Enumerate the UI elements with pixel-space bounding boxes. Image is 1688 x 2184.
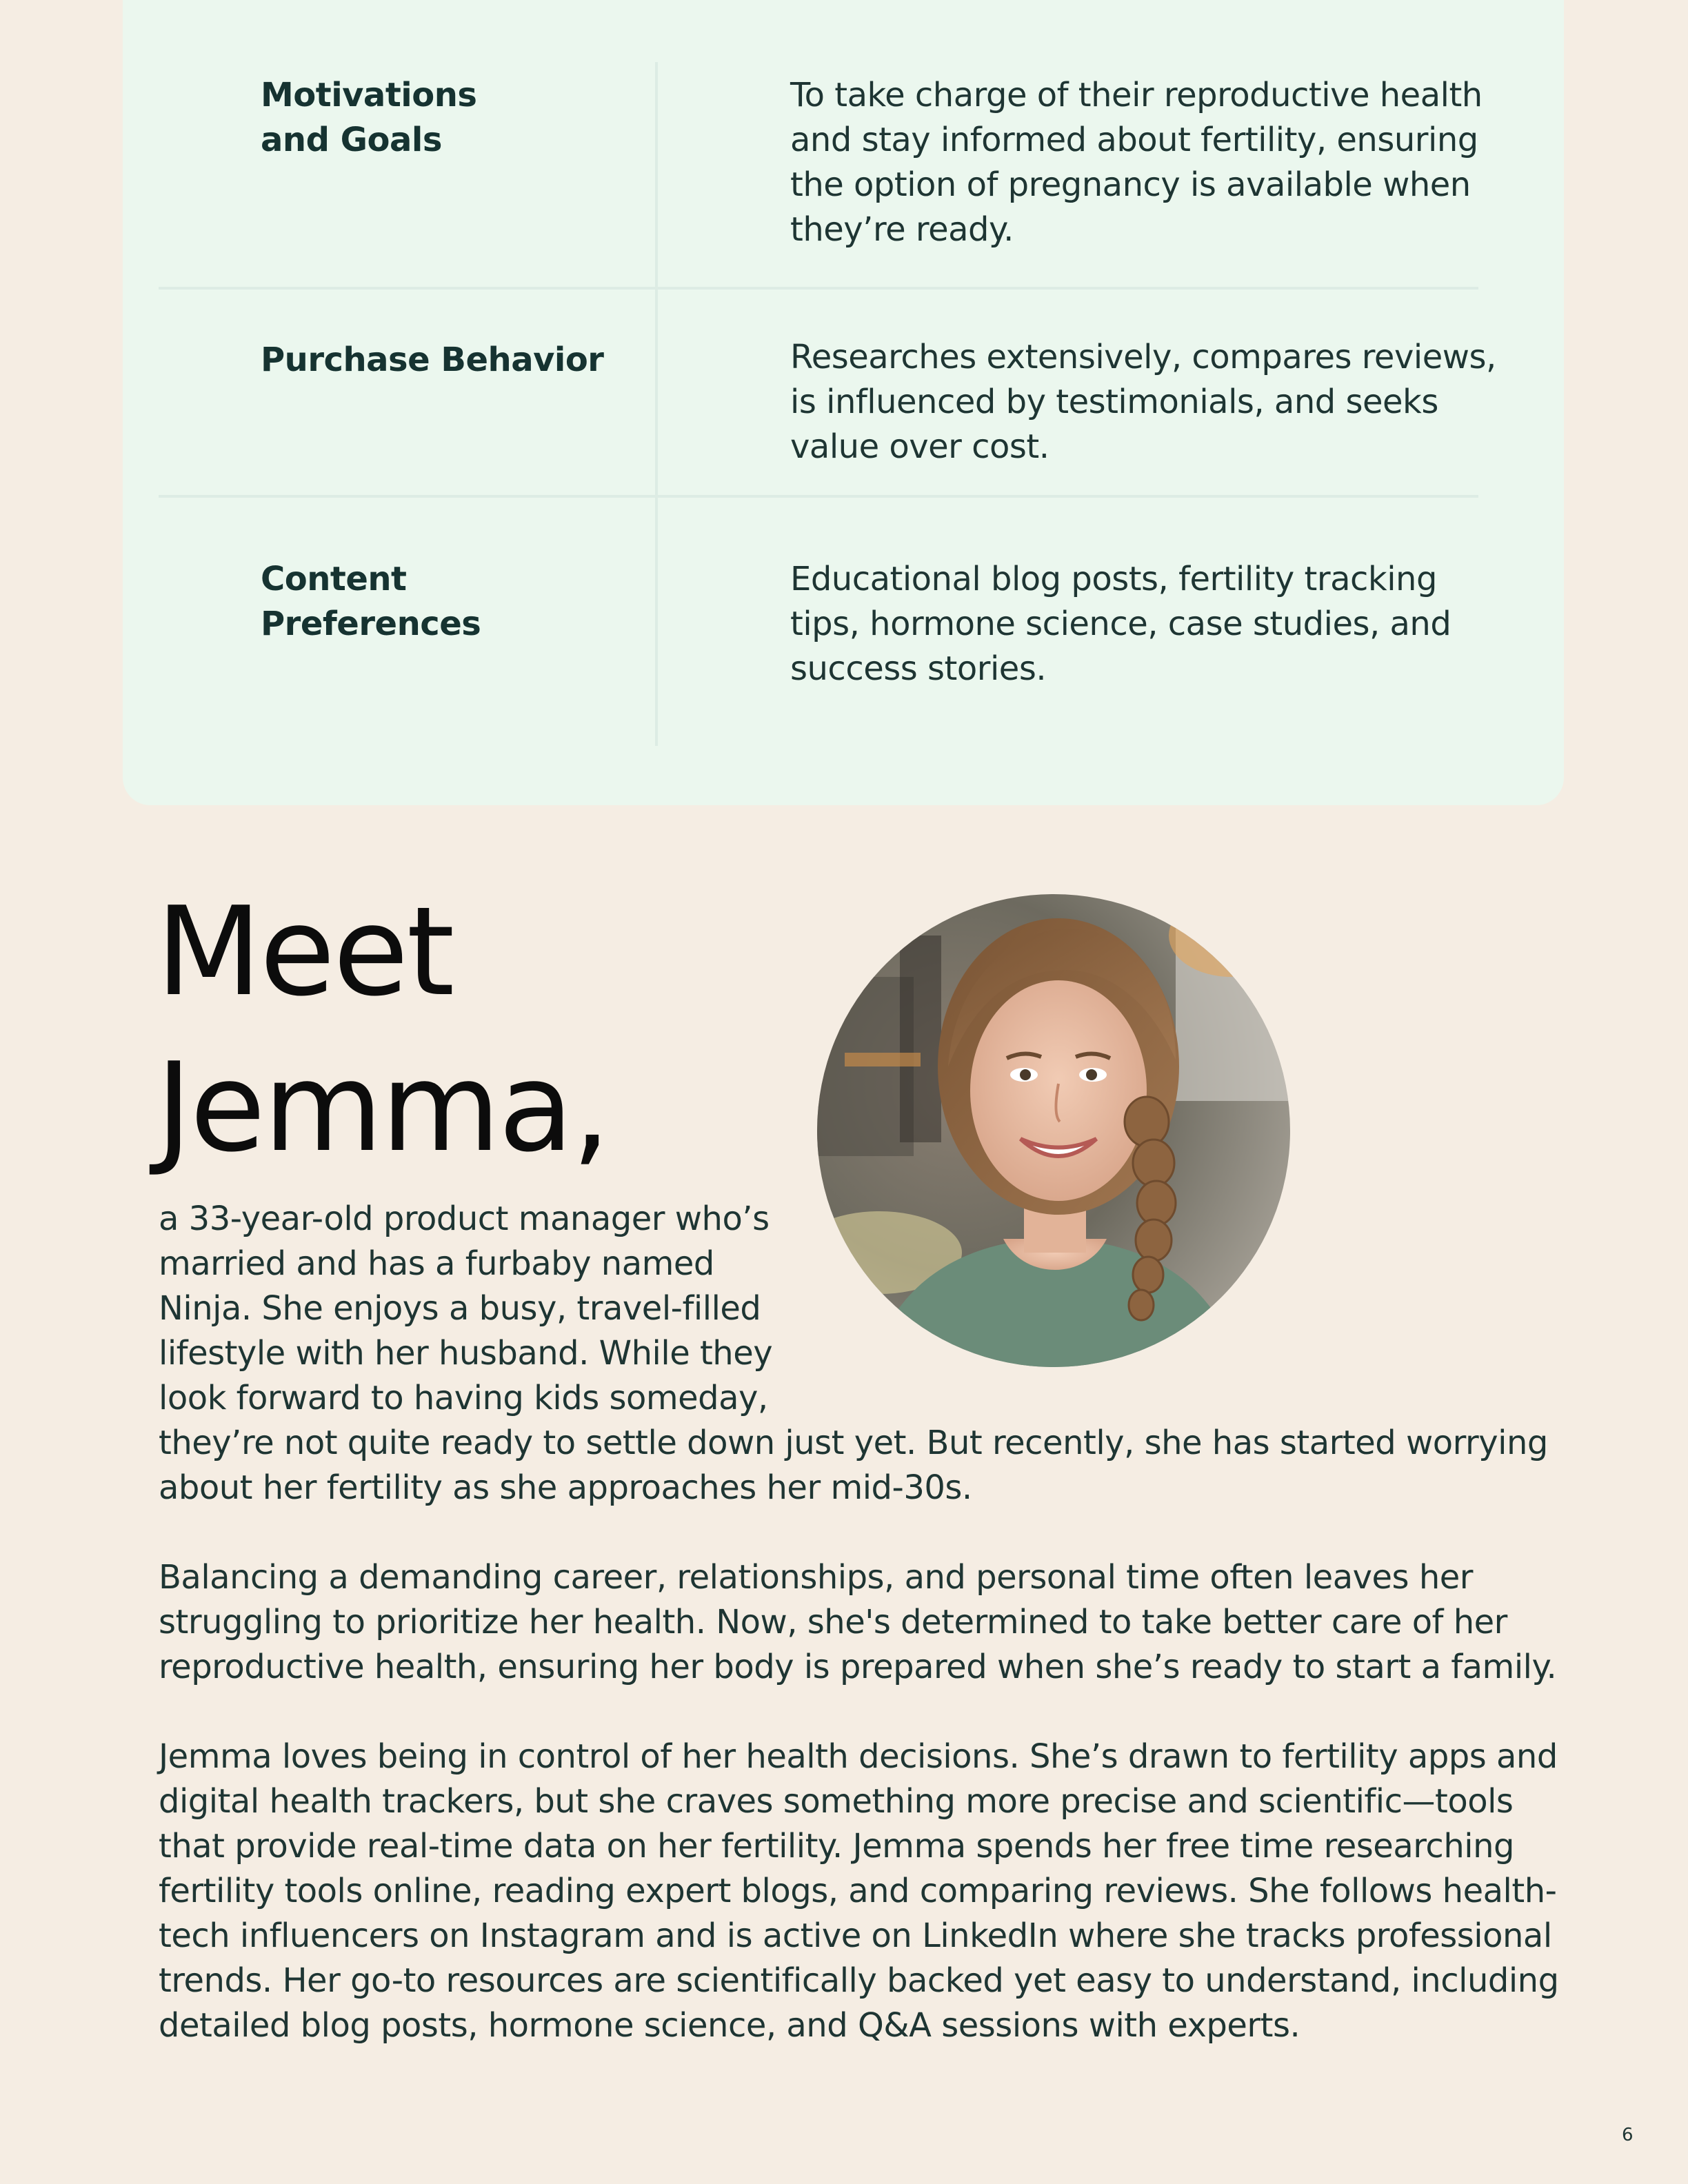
paragraph-line: reproductive health, ensuring her body is prepared when she’s ready to start a family. xyxy=(159,1648,1557,1686)
intro-line: a 33-year-old product manager who’s xyxy=(159,1200,770,1238)
row-value-line: success stories. xyxy=(790,649,1047,688)
paragraph-line: Balancing a demanding career, relationships, and personal time often leaves her xyxy=(159,1558,1473,1597)
row-value-line: the option of pregnancy is available when xyxy=(790,165,1471,204)
persona-heading xyxy=(156,874,608,1186)
heading-line: Meet xyxy=(156,880,453,1023)
row-value-content-preferences xyxy=(790,557,1507,691)
paragraph-line: that provide real-time data on her fertility. Jemma spends her free time researching xyxy=(159,1827,1514,1866)
intro-line: they’re not quite ready to settle down just yet. But recently, she has started worrying xyxy=(159,1424,1548,1462)
intro-line: married and has a furbaby named xyxy=(159,1244,714,1283)
row-label-line: and Goals xyxy=(261,121,442,159)
row-value-line: value over cost. xyxy=(790,427,1049,466)
row-value-line: and stay informed about fertility, ensuring xyxy=(790,121,1478,159)
row-divider xyxy=(159,287,1478,290)
row-value-line: they’re ready. xyxy=(790,210,1014,249)
paragraph-line: struggling to prioritize her health. Now, she's determined to take better care of her xyxy=(159,1603,1507,1641)
heading-line: Jemma, xyxy=(156,1036,609,1179)
row-value-line: To take charge of their reproductive health xyxy=(790,76,1483,114)
row-value-line: tips, hormone science, case studies, and xyxy=(790,605,1451,643)
row-label-line: Content Preferences xyxy=(261,560,481,643)
row-label-purchase-behavior xyxy=(261,338,633,383)
persona-intro-paragraph xyxy=(159,1197,1565,1510)
paragraph-line: tech influencers on Instagram and is active on LinkedIn where she tracks professional xyxy=(159,1917,1552,1955)
row-value-motivations xyxy=(790,73,1507,252)
row-label-line: Purchase Behavior xyxy=(261,341,604,379)
row-divider xyxy=(159,495,1478,498)
intro-line: Ninja. She enjoys a busy, travel-filled xyxy=(159,1289,761,1328)
column-divider xyxy=(655,62,658,746)
row-value-line: is influenced by testimonials, and seeks xyxy=(790,383,1438,421)
persona-paragraph-habits xyxy=(159,1735,1565,2048)
row-label-line: Motivations xyxy=(261,76,477,114)
paragraph-line: detailed blog posts, hormone science, and Q&A sessions with experts. xyxy=(159,2006,1300,2045)
intro-line: about her fertility as she approaches her mid-30s. xyxy=(159,1468,972,1507)
row-label-motivations xyxy=(261,73,633,163)
intro-line: lifestyle with her husband. While they xyxy=(159,1334,773,1373)
row-value-line: Educational blog posts, fertility tracking xyxy=(790,560,1437,598)
row-label-content-preferences xyxy=(261,557,633,647)
paragraph-line: trends. Her go-to resources are scientifically backed yet easy to understand, including xyxy=(159,1961,1559,2000)
persona-paragraph-balance xyxy=(159,1555,1565,1690)
row-value-line: Researches extensively, compares reviews, xyxy=(790,338,1496,376)
paragraph-line: Jemma loves being in control of her health decisions. She’s drawn to fertility apps and xyxy=(159,1737,1558,1776)
page-number: 6 xyxy=(1622,2125,1634,2145)
paragraph-line: digital health trackers, but she craves something more precise and scientific—tools xyxy=(159,1782,1514,1821)
row-value-purchase-behavior xyxy=(790,335,1507,469)
intro-line: look forward to having kids someday, xyxy=(159,1379,768,1417)
paragraph-line: fertility tools online, reading expert blogs, and comparing reviews. She follows health- xyxy=(159,1872,1557,1910)
